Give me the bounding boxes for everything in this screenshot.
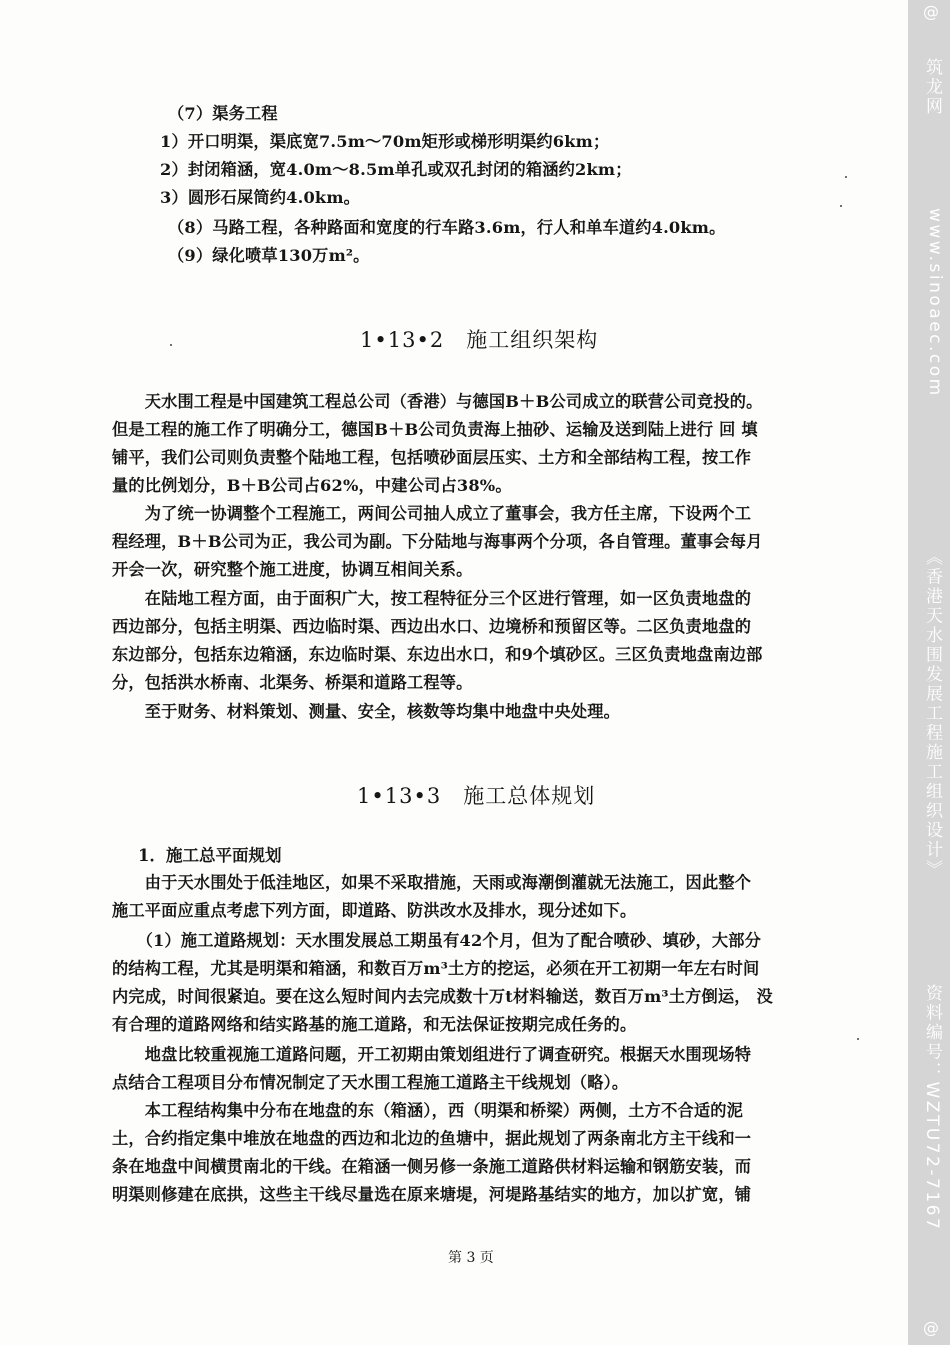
paragraph-line: 施工平面应重点考虑下列方面，即道路、防洪改水及排水，现分述如下。 — [112, 901, 637, 920]
section-heading: 1•13•3 施工总体规划 — [357, 784, 596, 808]
paragraph-line: 地盘比较重视施工道路问题，开工初期由策划组进行了调查研究。根据天水围现场特 — [112, 1045, 752, 1064]
scan-speck — [170, 344, 172, 346]
paragraph-line: 开会一次，研究整个施工进度，协调互相间关系。 — [112, 560, 473, 579]
list-item: （9）绿化喷草130万m²。 — [168, 246, 370, 265]
paragraph-line: 量的比例划分，B＋B公司占62%，中建公司占38%。 — [112, 476, 512, 495]
list-item: 3）圆形石屎筒约4.0km。 — [160, 188, 361, 207]
paragraph-line: 明渠则修建在底拱，这些主干线尽量选在原来塘堤，河堤路基结实的地方，加以扩宽，铺 — [112, 1185, 752, 1204]
paragraph-line: 点结合工程项目分布情况制定了天水围工程施工道路主干线规划（略）。 — [112, 1073, 629, 1092]
paragraph-line: 但是工程的施工作了明确分工，德国B＋B公司负责海上抽砂、运输及送到陆上进行 回 填 — [112, 420, 758, 439]
paragraph-line: 有合理的道路网络和结实路基的施工道路，和无法保证按期完成任务的。 — [112, 1015, 637, 1034]
paragraph-line: 条在地盘中间横贯南北的干线。在箱涵一侧另修一条施工道路供材料运输和钢筋安装，而 — [112, 1157, 752, 1176]
paragraph-line: 西边部分，包括主明渠、西边临时渠、西边出水口、边境桥和预留区等。二区负责地盘的 — [112, 617, 752, 636]
list-item: （7）渠务工程 — [168, 104, 278, 123]
watermark-site-name: 筑龙网 — [922, 58, 942, 117]
list-item: 2）封闭箱涵，宽4.0m～8.5m单孔或双孔封闭的箱涵约2km； — [160, 160, 632, 179]
paragraph-line: 土，合约指定集中堆放在地盘的西边和北边的鱼塘中，据此规划了两条南北方主干线和一 — [112, 1129, 752, 1148]
watermark-doc-title: 《香港天水围发展工程施工组织设计》 — [922, 548, 942, 880]
paragraph-line: 分，包括洪水桥南、北渠务、桥渠和道路工程等。 — [112, 673, 473, 692]
section-heading: 1•13•2 施工组织架构 — [360, 328, 599, 352]
paragraph-line: 由于天水围处于低洼地区，如果不采取措施，天雨或海潮倒灌就无法施工，因此整个 — [112, 873, 752, 892]
list-item: （8）马路工程，各种路面和宽度的行车路3.6m，行人和单车道约4.0km。 — [168, 218, 726, 237]
list-item: 1）开口明渠，渠底宽7.5m～70m矩形或梯形明渠约6km； — [160, 132, 610, 151]
watermark-doc-code: 资料编号：WZTU72-7167 — [922, 984, 942, 1232]
paragraph-line: 在陆地工程方面，由于面积广大，按工程特征分三个区进行管理，如一区负责地盘的 — [112, 589, 752, 608]
scan-speck — [845, 176, 847, 178]
subsection-heading: 1．施工总平面规划 — [138, 846, 282, 865]
paragraph-line: 东边部分，包括东边箱涵，东边临时渠、东边出水口，和9个填砂区。三区负责地盘南边部 — [112, 645, 763, 664]
paragraph-line: 本工程结构集中分布在地盘的东（箱涵），西（明渠和桥梁）两侧，土方不合适的泥 — [112, 1101, 744, 1120]
paragraph-line: 天水围工程是中国建筑工程总公司（香港）与德国B＋B公司成立的联营公司竞投的。 — [112, 392, 763, 411]
paragraph-line: （1）施工道路规划：天水围发展总工期虽有42个月，但为了配合喷砂、填砂，大部分 — [112, 931, 762, 950]
watermark-at-symbol: @ — [923, 2, 939, 21]
paragraph-line: 程经理，B＋B公司为正，我公司为副。下分陆地与海事两个分项，各自管理。董事会每月 — [112, 532, 763, 551]
watermark-text-column — [915, 0, 945, 1345]
paragraph-line: 的结构工程，尤其是明渠和箱涵，和数百万m³土方的挖运，必须在开工初期一年左右时间 — [112, 959, 760, 978]
scan-speck — [857, 1038, 859, 1040]
paragraph-line: 至于财务、材料策划、测量、安全，核数等均集中地盘中央处理。 — [112, 702, 621, 721]
watermark-url: www.sinoaec.com — [925, 208, 945, 398]
watermark-sidebar — [908, 0, 950, 1345]
paragraph-line: 铺平，我们公司则负责整个陆地工程，包括喷砂面层压实、土方和全部结构工程，按工作 — [112, 448, 752, 467]
scan-speck — [840, 205, 842, 207]
watermark-at-symbol: @ — [923, 1318, 939, 1337]
paragraph-line: 为了统一协调整个工程施工，两间公司抽人成立了董事会，我方任主席，下设两个工 — [112, 504, 752, 523]
paragraph-line: 内完成，时间很紧迫。要在这么短时间内去完成数十万t材料输送，数百万m³土方倒运， 没 — [112, 987, 773, 1006]
page-number: 第 3 页 — [448, 1250, 494, 1266]
